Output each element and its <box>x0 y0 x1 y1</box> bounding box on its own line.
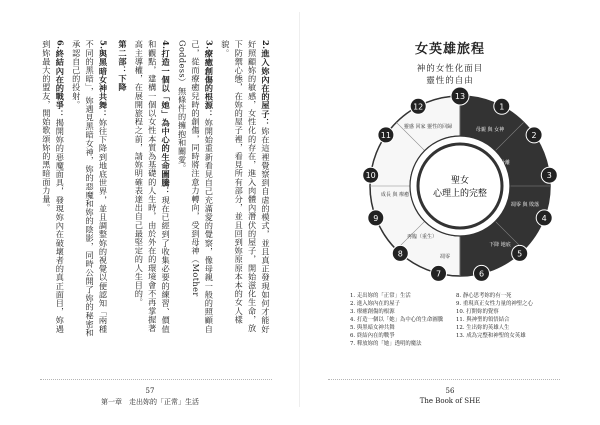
item-4-number: 4. <box>161 40 172 50</box>
item-6-body: 揭開妳的惡魔面具，發現妳內在破壞者的真正面目，妳遇到妳最大的盟友，開始歌頌妳的黑暗面力量。 <box>41 40 66 334</box>
legend-item: 5. 與黑暗女神共舞 <box>350 325 395 331</box>
item-3-number: 3. <box>204 40 215 50</box>
left-running-footer: 第一章 走出妳的「正常」生活 <box>101 398 199 406</box>
left-page-number: 57 <box>145 387 155 395</box>
ring-label-left-mid: 成長 與 療癒 <box>380 192 410 198</box>
item-4-body: 現在已經到了收集必要的練習、價值和觀點，建構一個以女性本質為基礎的人生時，由於外在的環境會不再掌握著高主導權，在展開旅程之前，請妳明確表達出自己最堅定的人生目的。 <box>134 40 172 334</box>
ring-label-bottom-right: 下降 地底 <box>489 242 511 248</box>
right-page-number: 56 <box>445 387 455 395</box>
figure-title: 女英雄旅程 <box>414 42 485 57</box>
ring-label-lower-left: 再臨（重生） <box>406 234 438 240</box>
node-label-6: 6 <box>478 269 485 279</box>
item-4 <box>132 40 172 340</box>
item-6-lead: 終結內在的戰爭： <box>55 49 66 119</box>
part-heading: 第二部：下降 <box>117 40 128 92</box>
ring-label-right-mid: 凋零 與 敗落 <box>510 202 540 208</box>
node-label-2: 2 <box>531 130 537 140</box>
ring-label-right-low: 母親 與 女神 <box>475 127 505 133</box>
legend-item: 3. 療癒創傷的根源 <box>350 309 395 315</box>
node-label-10: 10 <box>365 171 376 181</box>
legend-item: 2. 進入妳內在的屋子 <box>350 301 400 307</box>
legend-item: 7. 釋放妳的「她」透明的魔法 <box>350 341 422 347</box>
node-label-1: 1 <box>499 102 505 112</box>
item-3-body: 妳開始重新看見自己充滿愛的覺察，像母親一般的照顧自己，從而療癒兒時的創傷，同時將注意力轉向，受到母神（Mother Goddess）無條件的擁抱和關愛。 <box>177 40 215 334</box>
ring-label-bottom-left: 凋零 <box>439 254 451 260</box>
item-6-number: 6. <box>55 40 66 50</box>
item-2-number: 2. <box>261 40 271 50</box>
legend-item: 9. 重現真正女性力量的神聖之心 <box>456 301 533 307</box>
node-label-5: 5 <box>517 249 523 259</box>
node-label-12: 12 <box>413 102 424 112</box>
right-page <box>300 0 600 425</box>
left-footer <box>0 387 300 407</box>
figure-subtitle-1: 神的女性化面目 <box>416 64 484 74</box>
node-label-4: 4 <box>541 213 547 223</box>
footer-divider <box>40 379 272 380</box>
node-label-8: 8 <box>397 249 403 259</box>
right-running-footer: The Book of SHE <box>419 397 481 405</box>
legend-item: 10. 打開妳的覺察 <box>456 309 499 315</box>
legend-item: 8. 靜心思考妳的有一死 <box>456 293 512 299</box>
item-3-lead: 療癒創傷的根源： <box>204 49 215 119</box>
item-6 <box>40 40 66 340</box>
legend-column-left <box>350 292 450 348</box>
figure-subtitle-2: 靈性的自由 <box>426 76 474 86</box>
item-5-number: 5. <box>98 40 109 50</box>
item-2-lead: 進入妳內在的屋子： <box>261 49 271 127</box>
footer-divider-right <box>328 379 560 380</box>
node-label-11: 11 <box>380 130 391 140</box>
legend-item: 4. 打造一個以「她」為中心的生命圖騰 <box>350 317 444 323</box>
legend-item: 13. 成為完整和神聖的女英雄 <box>456 333 526 339</box>
node-label-7: 7 <box>435 269 442 279</box>
item-5-body: 妳往下降到地底世界，並且調整妳的視覺以便認知「兩種不同的黑暗」，妳遇見黑暗女神，妳的惡魔和妳的陰影，同時公開了妳的秘密和承認自己的投射。 <box>71 40 109 337</box>
legend-column-right <box>456 292 556 340</box>
item-4-lead: 打造一個以「她」為中心的生命圖騰： <box>161 49 172 196</box>
legend-item: 1. 走出妳的「正常」生活 <box>350 293 411 299</box>
item-5 <box>69 40 109 340</box>
item-5-lead: 與黑暗女神共舞： <box>98 49 109 119</box>
legend-item: 12. 生出妳的英雄人生 <box>456 325 510 331</box>
ring-label-right-top: 分離 <box>499 160 511 166</box>
ring-label-upper-left: 靈感 回家 靈性的回歸 <box>403 124 453 130</box>
item-3 <box>175 40 215 340</box>
legend-item: 11. 與神聖的領悟結合 <box>456 317 510 323</box>
center-label-2: 心理上的完整 <box>432 189 488 199</box>
center-label-1: 聖女 <box>450 176 470 186</box>
item-2-body: 妳在這裡覺察到自虐的模式，並且真正發現如何才能好好照顧妳的敏感，女性化的存在，進入肉體內潛伏的屋子，開始滋化生命，放下防禦心態，在妳的屋子裡，看見所有部分，並且回到妳原原本本的女人樣貌。 <box>220 40 271 334</box>
node-label-3: 3 <box>546 171 552 181</box>
item-2 <box>218 40 272 340</box>
node-label-9: 9 <box>373 213 379 223</box>
inner-circle <box>410 136 510 236</box>
vertical-text-body <box>40 40 272 340</box>
heroine-journey-wheel <box>360 86 560 286</box>
right-footer <box>300 387 600 405</box>
node-label-13: 13 <box>454 92 466 101</box>
legend-item: 6. 終結內在的戰爭 <box>350 333 395 339</box>
